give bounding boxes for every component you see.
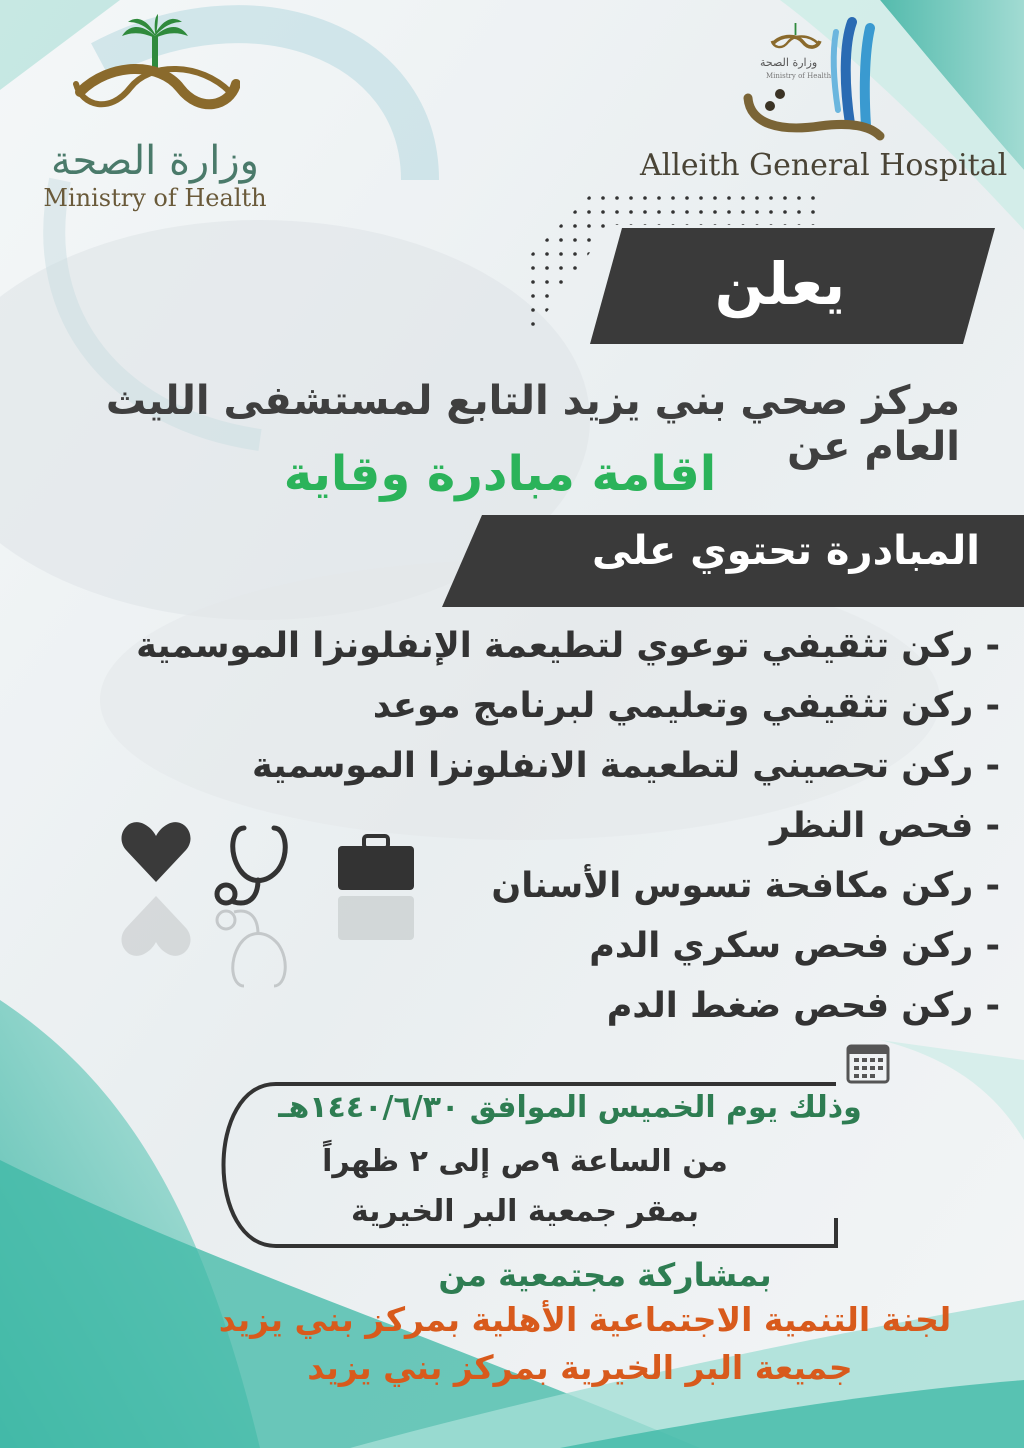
list-item: - فحص النظر bbox=[769, 806, 1000, 846]
list-item: - ركن مكافحة تسوس الأسنان bbox=[491, 866, 1000, 906]
ministry-name-english: Ministry of Health bbox=[43, 184, 267, 212]
intro-text: مركز صحي بني يزيد التابع لمستشفى الليث العام عن bbox=[105, 378, 960, 470]
ministry-logo-emblem bbox=[70, 14, 240, 124]
hospital-logo-ministry-arabic: وزارة الصحة bbox=[760, 56, 818, 69]
hospital-logo-ministry-english: Ministry of Health bbox=[766, 72, 832, 80]
schedule-place: بمقر جمعية البر الخيرية bbox=[350, 1194, 700, 1229]
schedule-time: من الساعة ٩ص إلى ٢ ظهراً bbox=[322, 1144, 728, 1179]
partner-line: لجنة التنمية الاجتماعية الأهلية بمركز بني يزيد bbox=[218, 1300, 952, 1339]
hospital-name: Alleith General Hospital bbox=[640, 148, 1008, 183]
list-item: - ركن فحص ضغط الدم bbox=[606, 986, 1000, 1026]
contains-heading: المبادرة تحتوي على bbox=[592, 528, 980, 574]
initiative-title: اقامة مبادرة وقاية bbox=[283, 446, 717, 502]
list-item: - ركن تثقيفي توعوي لتطيعمة الإنفلونزا الموسمية bbox=[136, 626, 1000, 666]
briefcase-icon bbox=[336, 832, 416, 942]
schedule-date: وذلك يوم الخميس الموافق ١٤٤٠/٦/٣٠هـ bbox=[278, 1090, 862, 1125]
partner-line: جميعة البر الخيرية بمركز بني يزيد bbox=[307, 1348, 853, 1387]
list-item: - ركن فحص سكري الدم bbox=[589, 926, 1000, 966]
partners-title: بمشاركة مجتمعية من bbox=[438, 1256, 772, 1294]
list-item: - ركن تثقيفي وتعليمي لبرنامج موعد bbox=[372, 686, 1000, 726]
heart-icon bbox=[120, 820, 192, 960]
announce-heading: يعلن bbox=[714, 250, 846, 318]
list-item: - ركن تحصيني لتطعيمة الانفلونزا الموسمية bbox=[251, 746, 1000, 786]
stethoscope-icon bbox=[208, 822, 298, 992]
ministry-name-arabic: وزارة الصحة bbox=[51, 138, 259, 184]
